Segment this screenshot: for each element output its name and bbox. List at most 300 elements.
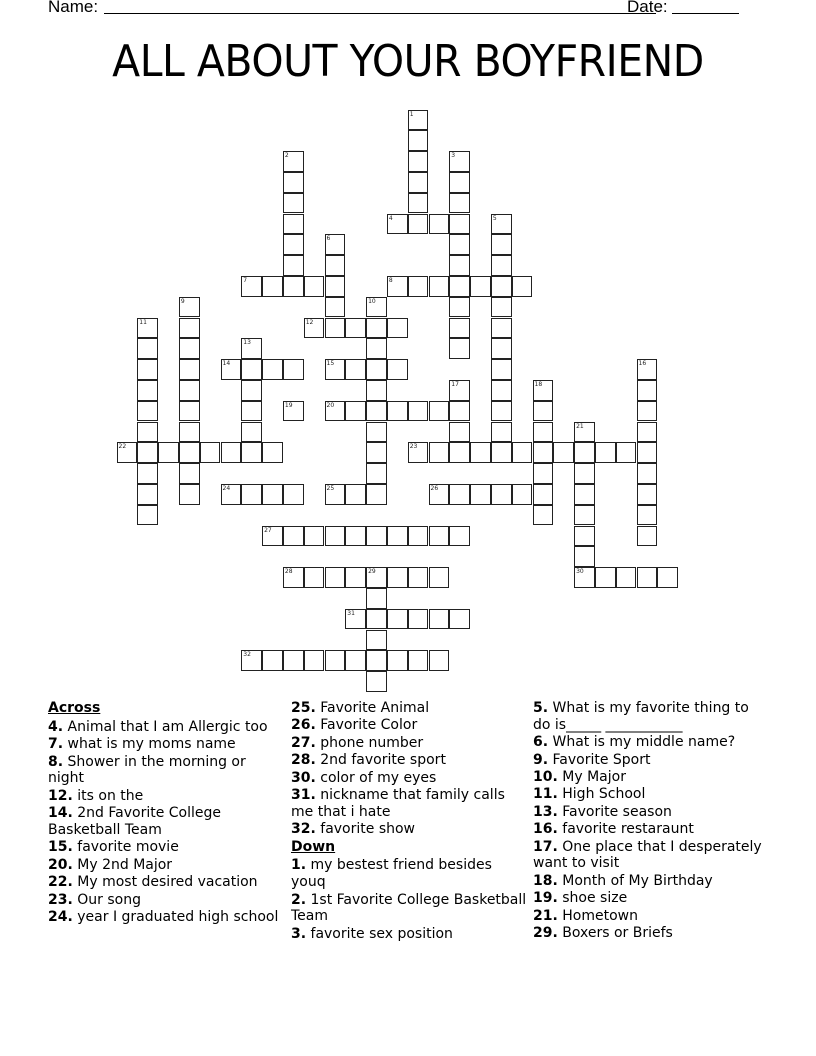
clue-number: 4 bbox=[388, 214, 393, 222]
grid-cell[interactable] bbox=[366, 359, 387, 380]
grid-cell[interactable] bbox=[387, 401, 408, 422]
across-clue bbox=[48, 874, 280, 891]
grid-cell[interactable] bbox=[491, 214, 512, 235]
clue-text: One place that I desperately want to visit bbox=[533, 838, 762, 872]
grid-cell[interactable] bbox=[366, 442, 387, 463]
grid-cell[interactable] bbox=[574, 442, 595, 463]
grid-cell[interactable] bbox=[325, 318, 346, 339]
clue-number: 22. bbox=[48, 874, 73, 891]
grid-cell[interactable] bbox=[470, 484, 491, 505]
grid-cell[interactable] bbox=[179, 297, 200, 318]
clue-number: 32. bbox=[291, 821, 316, 838]
across-clue bbox=[48, 892, 280, 909]
grid-cell[interactable] bbox=[241, 484, 262, 505]
grid-cell[interactable] bbox=[366, 650, 387, 671]
grid-cell[interactable] bbox=[574, 505, 595, 526]
grid-cell[interactable] bbox=[366, 463, 387, 484]
clue-number: 17. bbox=[533, 838, 558, 855]
grid-cell[interactable] bbox=[491, 276, 512, 297]
clue-number: 29. bbox=[533, 924, 558, 941]
clue-number: 23. bbox=[48, 891, 73, 908]
grid-cell[interactable] bbox=[574, 463, 595, 484]
clue-number: 14 bbox=[222, 360, 231, 368]
grid-cell[interactable] bbox=[325, 401, 346, 422]
grid-cell[interactable] bbox=[241, 276, 262, 297]
grid-cell[interactable] bbox=[449, 526, 470, 547]
clue-text: favorite show bbox=[315, 821, 416, 838]
grid-cell[interactable] bbox=[449, 380, 470, 401]
grid-cell[interactable] bbox=[283, 359, 304, 380]
grid-cell[interactable] bbox=[366, 297, 387, 318]
grid-cell[interactable] bbox=[574, 526, 595, 547]
clue-number: 12 bbox=[305, 318, 314, 326]
clue-text: Shower in the morning or night bbox=[48, 753, 246, 787]
grid-cell[interactable] bbox=[637, 463, 658, 484]
grid-cell[interactable] bbox=[491, 234, 512, 255]
clue-number: 1. bbox=[291, 857, 307, 874]
grid-cell[interactable] bbox=[179, 422, 200, 443]
grid-cell[interactable] bbox=[449, 193, 470, 214]
across-clue bbox=[48, 909, 280, 926]
clue-number: 27. bbox=[291, 734, 316, 751]
grid-cell[interactable] bbox=[637, 526, 658, 547]
grid-cell[interactable] bbox=[283, 567, 304, 588]
grid-cell[interactable] bbox=[429, 401, 450, 422]
grid-cell[interactable] bbox=[387, 276, 408, 297]
grid-cell[interactable] bbox=[137, 401, 158, 422]
clues-column-1 bbox=[48, 700, 280, 926]
grid-cell[interactable] bbox=[408, 567, 429, 588]
grid-cell[interactable] bbox=[408, 151, 429, 172]
grid-cell[interactable] bbox=[429, 442, 450, 463]
grid-cell[interactable] bbox=[449, 297, 470, 318]
clue-number: 15 bbox=[326, 360, 335, 368]
grid-cell[interactable] bbox=[366, 401, 387, 422]
grid-cell[interactable] bbox=[408, 442, 429, 463]
grid-cell[interactable] bbox=[137, 338, 158, 359]
grid-cell[interactable] bbox=[533, 401, 554, 422]
clue-number: 16. bbox=[533, 821, 558, 838]
grid-cell[interactable] bbox=[470, 276, 491, 297]
grid-cell[interactable] bbox=[387, 526, 408, 547]
clue-number: 18. bbox=[533, 872, 558, 889]
down-clue bbox=[533, 752, 765, 769]
grid-cell[interactable] bbox=[533, 442, 554, 463]
clue-text: 2nd favorite sport bbox=[315, 752, 446, 769]
grid-cell[interactable] bbox=[366, 588, 387, 609]
grid-cell[interactable] bbox=[283, 234, 304, 255]
grid-cell[interactable] bbox=[137, 463, 158, 484]
grid-cell[interactable] bbox=[262, 484, 283, 505]
grid-cell[interactable] bbox=[283, 650, 304, 671]
grid-cell[interactable] bbox=[408, 172, 429, 193]
grid-cell[interactable] bbox=[449, 442, 470, 463]
grid-cell[interactable] bbox=[408, 650, 429, 671]
down-clue bbox=[533, 700, 765, 734]
grid-cell[interactable] bbox=[449, 172, 470, 193]
across-clue bbox=[48, 719, 280, 736]
grid-cell[interactable] bbox=[449, 318, 470, 339]
grid-cell[interactable] bbox=[449, 234, 470, 255]
grid-cell[interactable] bbox=[304, 526, 325, 547]
grid-cell[interactable] bbox=[283, 276, 304, 297]
grid-cell[interactable] bbox=[179, 318, 200, 339]
grid-cell[interactable] bbox=[137, 442, 158, 463]
grid-cell[interactable] bbox=[325, 526, 346, 547]
grid-cell[interactable] bbox=[491, 255, 512, 276]
grid-cell[interactable] bbox=[241, 338, 262, 359]
clue-number: 24. bbox=[48, 908, 73, 925]
grid-cell[interactable] bbox=[137, 380, 158, 401]
grid-cell[interactable] bbox=[179, 442, 200, 463]
grid-cell[interactable] bbox=[429, 484, 450, 505]
grid-cell[interactable] bbox=[574, 546, 595, 567]
grid-cell[interactable] bbox=[429, 526, 450, 547]
grid-cell[interactable] bbox=[387, 609, 408, 630]
clue-text: 1st Favorite College Basketball Team bbox=[291, 891, 527, 925]
grid-cell[interactable] bbox=[325, 567, 346, 588]
grid-cell[interactable] bbox=[449, 422, 470, 443]
clue-text: color of my eyes bbox=[315, 769, 437, 786]
grid-cell[interactable] bbox=[241, 401, 262, 422]
grid-cell[interactable] bbox=[429, 567, 450, 588]
grid-cell[interactable] bbox=[345, 359, 366, 380]
clue-text: My Major bbox=[557, 768, 626, 785]
clue-text: year I graduated high school bbox=[72, 908, 279, 925]
clue-number: 9 bbox=[180, 297, 185, 305]
down-clue bbox=[291, 892, 527, 926]
clue-number: 5. bbox=[533, 700, 549, 716]
clue-text: favorite restaraunt bbox=[557, 821, 694, 838]
grid-cell[interactable] bbox=[179, 484, 200, 505]
grid-cell[interactable] bbox=[491, 318, 512, 339]
grid-cell[interactable] bbox=[179, 401, 200, 422]
clue-number: 20. bbox=[48, 856, 73, 873]
grid-cell[interactable] bbox=[616, 442, 637, 463]
grid-cell[interactable] bbox=[595, 567, 616, 588]
clue-text: 2nd Favorite College Basketball Team bbox=[48, 805, 222, 838]
clue-text: Month of My Birthday bbox=[557, 872, 713, 889]
grid-cell[interactable] bbox=[325, 234, 346, 255]
grid-cell[interactable] bbox=[325, 359, 346, 380]
grid-cell[interactable] bbox=[179, 359, 200, 380]
grid-cell[interactable] bbox=[283, 255, 304, 276]
grid-cell[interactable] bbox=[325, 255, 346, 276]
grid-cell[interactable] bbox=[595, 442, 616, 463]
grid-cell[interactable] bbox=[117, 442, 138, 463]
grid-cell[interactable] bbox=[366, 526, 387, 547]
clue-number: 12. bbox=[48, 787, 73, 804]
clue-number: 4. bbox=[48, 718, 64, 735]
grid-cell[interactable] bbox=[387, 650, 408, 671]
grid-cell[interactable] bbox=[325, 276, 346, 297]
grid-cell[interactable] bbox=[449, 401, 470, 422]
grid-cell[interactable] bbox=[449, 214, 470, 235]
grid-cell[interactable] bbox=[137, 484, 158, 505]
grid-cell[interactable] bbox=[345, 318, 366, 339]
grid-cell[interactable] bbox=[637, 380, 658, 401]
clue-number: 3. bbox=[291, 925, 307, 942]
across-clue bbox=[48, 754, 280, 788]
grid-cell[interactable] bbox=[408, 130, 429, 151]
grid-cell[interactable] bbox=[533, 505, 554, 526]
grid-cell[interactable] bbox=[533, 380, 554, 401]
across-clue bbox=[48, 788, 280, 805]
name-label: Name: bbox=[48, 0, 99, 16]
grid-cell[interactable] bbox=[637, 359, 658, 380]
clue-number: 19 bbox=[284, 401, 293, 409]
grid-cell[interactable] bbox=[325, 297, 346, 318]
clue-number: 26 bbox=[430, 484, 439, 492]
grid-cell[interactable] bbox=[345, 401, 366, 422]
across-heading: Across bbox=[48, 700, 101, 716]
grid-cell[interactable] bbox=[408, 276, 429, 297]
grid-cell[interactable] bbox=[512, 484, 533, 505]
grid-cell[interactable] bbox=[637, 505, 658, 526]
across-clue bbox=[291, 821, 527, 838]
across-clue bbox=[291, 770, 527, 787]
grid-cell[interactable] bbox=[408, 193, 429, 214]
down-clue bbox=[533, 804, 765, 821]
grid-cell[interactable] bbox=[637, 422, 658, 443]
clue-number: 31 bbox=[347, 609, 355, 617]
grid-cell[interactable] bbox=[574, 422, 595, 443]
down-clue bbox=[533, 890, 765, 907]
grid-cell[interactable] bbox=[366, 484, 387, 505]
clue-number: 11 bbox=[139, 318, 147, 326]
grid-cell[interactable] bbox=[179, 338, 200, 359]
clue-number: 16 bbox=[638, 360, 647, 368]
clue-number: 26. bbox=[291, 717, 316, 734]
grid-cell[interactable] bbox=[491, 442, 512, 463]
grid-cell[interactable] bbox=[366, 671, 387, 692]
grid-cell[interactable] bbox=[491, 401, 512, 422]
grid-cell[interactable] bbox=[366, 380, 387, 401]
grid-cell[interactable] bbox=[221, 442, 242, 463]
grid-cell[interactable] bbox=[345, 484, 366, 505]
clue-number: 13. bbox=[533, 803, 558, 820]
across-clue bbox=[48, 857, 280, 874]
grid-cell[interactable] bbox=[366, 609, 387, 630]
clue-number: 18 bbox=[534, 380, 543, 388]
grid-cell[interactable] bbox=[221, 484, 242, 505]
grid-cell[interactable] bbox=[408, 609, 429, 630]
grid-cell[interactable] bbox=[387, 567, 408, 588]
clue-number: 29 bbox=[368, 568, 376, 576]
grid-cell[interactable] bbox=[366, 338, 387, 359]
grid-cell[interactable] bbox=[366, 318, 387, 339]
grid-cell[interactable] bbox=[262, 526, 283, 547]
grid-cell[interactable] bbox=[449, 255, 470, 276]
grid-cell[interactable] bbox=[241, 422, 262, 443]
grid-cell[interactable] bbox=[137, 318, 158, 339]
grid-cell[interactable] bbox=[241, 442, 262, 463]
grid-cell[interactable] bbox=[283, 193, 304, 214]
grid-cell[interactable] bbox=[637, 567, 658, 588]
clue-number: 30 bbox=[576, 568, 584, 576]
grid-cell[interactable] bbox=[221, 359, 242, 380]
grid-cell[interactable] bbox=[429, 214, 450, 235]
grid-cell[interactable] bbox=[179, 380, 200, 401]
clue-number: 3 bbox=[451, 152, 456, 160]
grid-cell[interactable] bbox=[283, 401, 304, 422]
grid-cell[interactable] bbox=[553, 442, 574, 463]
grid-cell[interactable] bbox=[533, 463, 554, 484]
grid-cell[interactable] bbox=[325, 484, 346, 505]
grid-cell[interactable] bbox=[179, 463, 200, 484]
grid-cell[interactable] bbox=[637, 401, 658, 422]
clue-number: 20 bbox=[326, 401, 335, 409]
grid-cell[interactable] bbox=[262, 650, 283, 671]
clue-text: What is my middle name? bbox=[548, 734, 736, 751]
clue-number: 25. bbox=[291, 700, 316, 716]
grid-cell[interactable] bbox=[429, 609, 450, 630]
grid-cell[interactable] bbox=[366, 567, 387, 588]
clue-text: my bestest friend besides youq bbox=[291, 857, 492, 891]
clue-number: 19. bbox=[533, 890, 558, 907]
clue-text: High School bbox=[557, 786, 646, 803]
grid-cell[interactable] bbox=[200, 442, 221, 463]
clue-text: Favorite Color bbox=[315, 717, 418, 734]
grid-cell[interactable] bbox=[262, 442, 283, 463]
grid-cell[interactable] bbox=[408, 110, 429, 131]
grid-cell[interactable] bbox=[491, 297, 512, 318]
grid-cell[interactable] bbox=[387, 359, 408, 380]
grid-cell[interactable] bbox=[345, 526, 366, 547]
grid-cell[interactable] bbox=[449, 484, 470, 505]
clue-text: phone number bbox=[315, 734, 424, 751]
grid-cell[interactable] bbox=[241, 380, 262, 401]
clue-number: 6 bbox=[326, 235, 331, 243]
date-field[interactable] bbox=[672, 0, 739, 14]
grid-cell[interactable] bbox=[491, 380, 512, 401]
grid-cell[interactable] bbox=[304, 650, 325, 671]
clue-text: favorite sex position bbox=[306, 925, 453, 942]
clue-number: 9. bbox=[533, 751, 549, 768]
clue-number: 17 bbox=[451, 380, 459, 388]
grid-cell[interactable] bbox=[512, 276, 533, 297]
grid-cell[interactable] bbox=[449, 338, 470, 359]
grid-cell[interactable] bbox=[491, 422, 512, 443]
grid-cell[interactable] bbox=[387, 214, 408, 235]
down-clue bbox=[291, 857, 527, 891]
clue-number: 15. bbox=[48, 839, 73, 856]
grid-cell[interactable] bbox=[616, 567, 637, 588]
grid-cell[interactable] bbox=[449, 609, 470, 630]
clue-text: its on the bbox=[72, 787, 144, 804]
down-heading: Down bbox=[291, 838, 336, 855]
grid-cell[interactable] bbox=[283, 526, 304, 547]
grid-cell[interactable] bbox=[449, 276, 470, 297]
grid-cell[interactable] bbox=[366, 630, 387, 651]
crossword-grid bbox=[117, 110, 679, 693]
grid-cell[interactable] bbox=[637, 442, 658, 463]
grid-cell[interactable] bbox=[325, 650, 346, 671]
clue-number: 28. bbox=[291, 752, 316, 769]
grid-cell[interactable] bbox=[491, 484, 512, 505]
grid-cell[interactable] bbox=[429, 276, 450, 297]
clue-number: 31. bbox=[291, 786, 316, 803]
clue-number: 14. bbox=[48, 805, 73, 822]
grid-cell[interactable] bbox=[283, 484, 304, 505]
clue-number: 22 bbox=[118, 443, 127, 451]
grid-cell[interactable] bbox=[345, 609, 366, 630]
name-field[interactable] bbox=[104, 0, 656, 14]
grid-cell[interactable] bbox=[304, 276, 325, 297]
grid-cell[interactable] bbox=[241, 650, 262, 671]
down-clue bbox=[533, 786, 765, 803]
grid-cell[interactable] bbox=[304, 567, 325, 588]
across-clue bbox=[291, 752, 527, 769]
grid-cell[interactable] bbox=[574, 484, 595, 505]
grid-cell[interactable] bbox=[470, 442, 491, 463]
grid-cell[interactable] bbox=[137, 422, 158, 443]
grid-cell[interactable] bbox=[137, 505, 158, 526]
grid-cell[interactable] bbox=[449, 151, 470, 172]
grid-cell[interactable] bbox=[366, 422, 387, 443]
clue-text: Favorite season bbox=[557, 803, 672, 820]
grid-cell[interactable] bbox=[241, 359, 262, 380]
clue-number: 5 bbox=[492, 214, 497, 222]
down-clue bbox=[533, 839, 765, 873]
clue-number: 6. bbox=[533, 734, 549, 751]
grid-cell[interactable] bbox=[533, 422, 554, 443]
grid-cell[interactable] bbox=[657, 567, 678, 588]
clue-number: 1 bbox=[409, 110, 414, 118]
clue-number: 23 bbox=[409, 443, 418, 451]
grid-cell[interactable] bbox=[283, 214, 304, 235]
clue-text: Animal that I am Allergic too bbox=[63, 718, 268, 735]
grid-cell[interactable] bbox=[408, 401, 429, 422]
across-clue bbox=[291, 787, 527, 821]
down-clue bbox=[533, 908, 765, 925]
grid-cell[interactable] bbox=[304, 318, 325, 339]
clue-number: 21. bbox=[533, 907, 558, 924]
down-clue bbox=[533, 821, 765, 838]
grid-cell[interactable] bbox=[158, 442, 179, 463]
clue-number: 11. bbox=[533, 786, 558, 803]
down-clue bbox=[533, 873, 765, 890]
clue-number: 25 bbox=[326, 484, 335, 492]
grid-cell[interactable] bbox=[283, 151, 304, 172]
grid-cell[interactable] bbox=[512, 442, 533, 463]
clue-text: Favorite Sport bbox=[548, 751, 651, 768]
grid-cell[interactable] bbox=[283, 172, 304, 193]
grid-cell[interactable] bbox=[491, 338, 512, 359]
grid-cell[interactable] bbox=[574, 567, 595, 588]
grid-cell[interactable] bbox=[345, 567, 366, 588]
grid-cell[interactable] bbox=[533, 484, 554, 505]
clue-number: 7. bbox=[48, 736, 64, 753]
grid-cell[interactable] bbox=[137, 359, 158, 380]
grid-cell[interactable] bbox=[345, 650, 366, 671]
clue-text: what is my moms name bbox=[63, 736, 236, 753]
across-clue bbox=[48, 805, 280, 839]
worksheet-header bbox=[48, 0, 748, 19]
grid-cell[interactable] bbox=[637, 484, 658, 505]
grid-cell[interactable] bbox=[429, 650, 450, 671]
grid-cell[interactable] bbox=[408, 526, 429, 547]
across-clue bbox=[291, 700, 527, 717]
grid-cell[interactable] bbox=[262, 359, 283, 380]
clue-text: My most desired vacation bbox=[72, 874, 258, 891]
grid-cell[interactable] bbox=[387, 318, 408, 339]
grid-cell[interactable] bbox=[262, 276, 283, 297]
down-clue bbox=[533, 734, 765, 751]
clue-number: 8. bbox=[48, 753, 64, 770]
grid-cell[interactable] bbox=[408, 214, 429, 235]
grid-cell[interactable] bbox=[491, 359, 512, 380]
